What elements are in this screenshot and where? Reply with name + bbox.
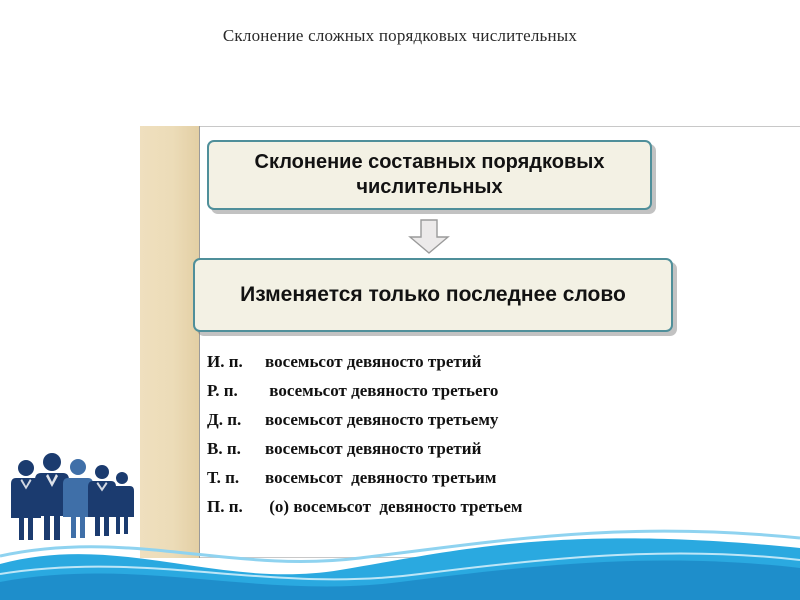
down-arrow-icon xyxy=(407,219,451,255)
case-label: В. п. xyxy=(207,439,241,458)
list-item xyxy=(207,352,727,381)
case-form: (о) восемьсот девяносто третьем xyxy=(265,497,523,516)
case-form: восемьсот девяносто третьего xyxy=(265,381,499,400)
list-item xyxy=(207,410,727,439)
case-form: восемьсот девяносто третьему xyxy=(265,410,499,429)
case-label: Р. п. xyxy=(207,381,238,400)
decorative-side-band xyxy=(140,126,200,558)
list-item xyxy=(207,439,727,468)
case-label: И. п. xyxy=(207,352,243,371)
decorative-wave-footer xyxy=(0,508,800,600)
case-label: Т. п. xyxy=(207,468,240,487)
list-item xyxy=(207,468,727,497)
declension-list xyxy=(207,352,727,526)
heading-box-last-word-changes: Изменяется только последнее слово xyxy=(193,258,673,332)
page-title: Склонение сложных порядковых числительных xyxy=(222,26,578,45)
case-form: восемьсот девяносто третьим xyxy=(265,468,497,487)
case-form: восемьсот девяносто третий xyxy=(265,439,482,458)
list-item xyxy=(207,381,727,410)
case-label: П. п. xyxy=(207,497,243,516)
heading-box-compound-ordinals: Склонение составных порядковых числительных xyxy=(207,140,652,210)
case-form: восемьсот девяносто третий xyxy=(265,352,482,371)
case-label: Д. п. xyxy=(207,410,242,429)
